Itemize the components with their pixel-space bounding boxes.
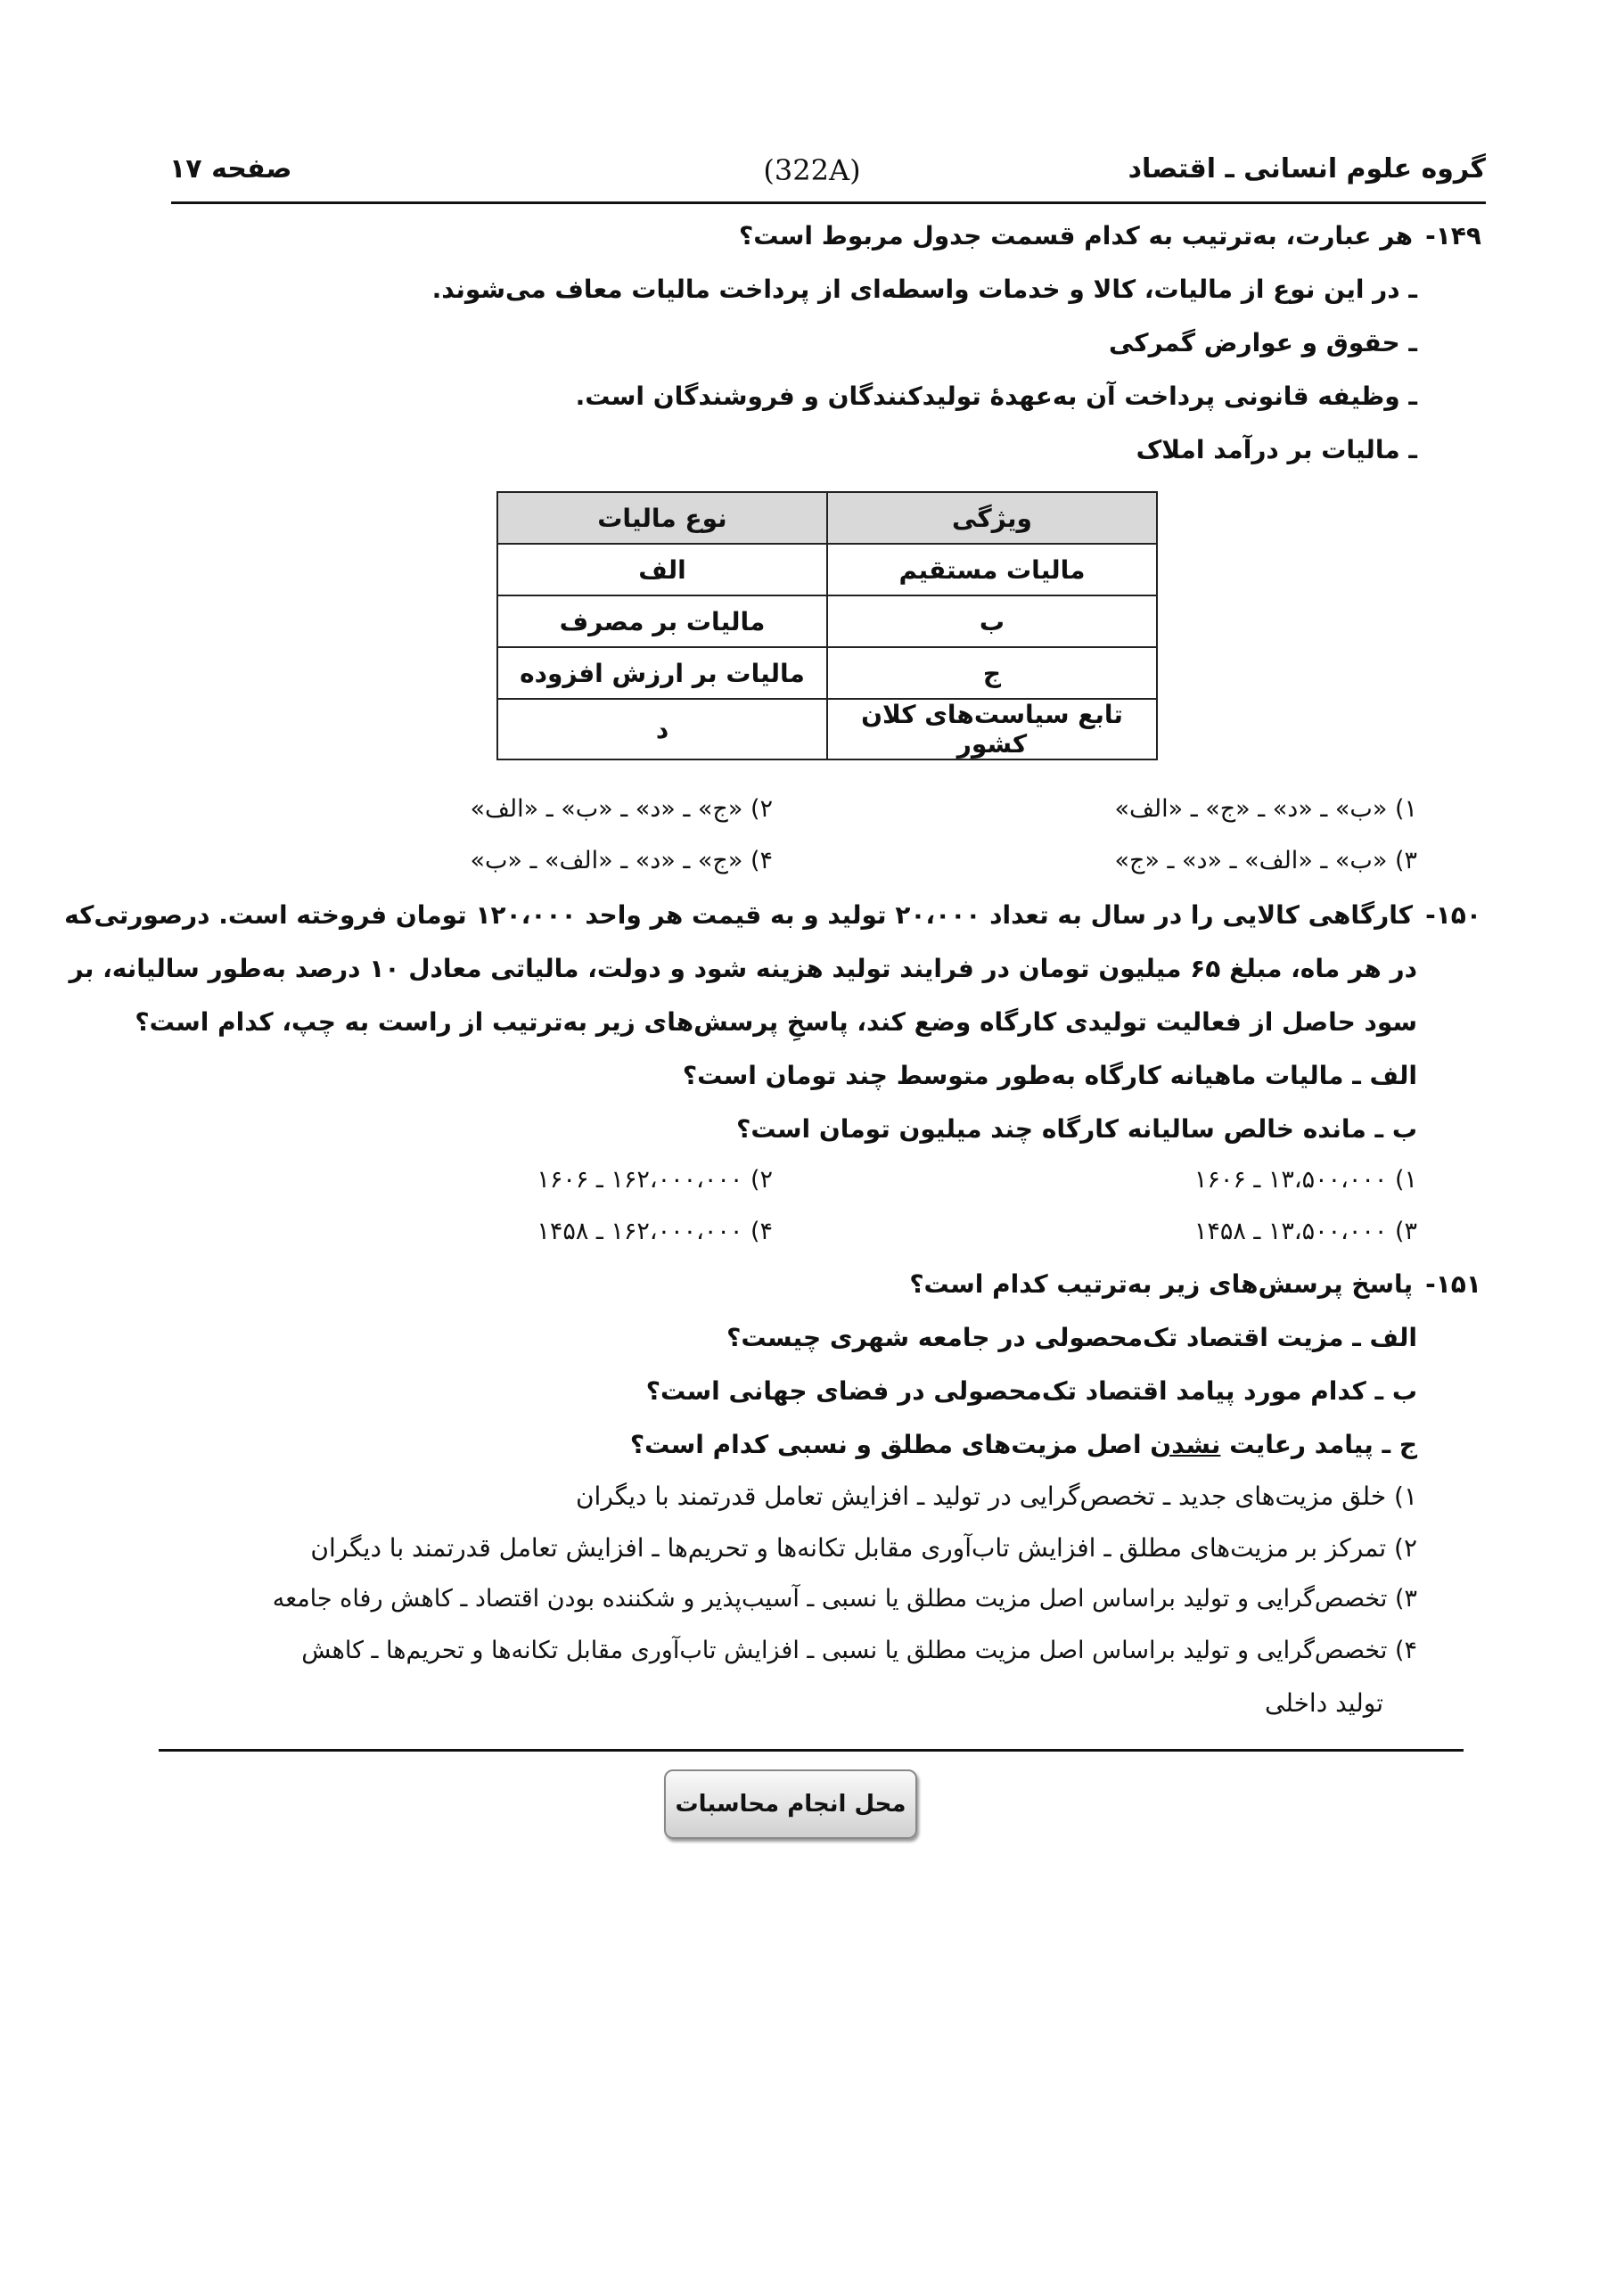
table-header-row: [497, 492, 1157, 544]
q149-option-2[interactable]: ۲) «ج» ـ «د» ـ «ب» ـ «الف»: [470, 795, 773, 823]
table-row: [497, 699, 1157, 759]
table-row: [497, 647, 1157, 699]
question-text: پاسخ پرسش‌های زیر به‌ترتیب کدام است؟: [909, 1269, 1414, 1299]
q150-option-4[interactable]: ۴) ۱۶۲،۰۰۰،۰۰۰ ـ ۱۴۵۸: [537, 1218, 773, 1245]
table-cell: ج: [827, 647, 1157, 699]
question-number: ۱۴۹-: [1425, 221, 1481, 250]
statement-4: ـ مالیات بر درآمد املاک: [1136, 435, 1417, 464]
q150-option-2[interactable]: ۲) ۱۶۲،۰۰۰،۰۰۰ ـ ۱۶۰۶: [537, 1166, 773, 1194]
sub-c-underlined-word: نشدن: [1150, 1430, 1221, 1459]
statement-3: ـ وظیفه قانونی پرداخت آن به‌عهدهٔ تولیدکنندگان و فروشندگان است.: [575, 382, 1417, 411]
q149-option-1[interactable]: ۱) «ب» ـ «د» ـ «ج» ـ «الف»: [1114, 795, 1417, 823]
table-cell: مالیات بر مصرف: [497, 595, 827, 647]
question-150-stem-line-1: [64, 900, 1481, 930]
q149-option-3[interactable]: ۳) «ب» ـ «الف» ـ «د» ـ «ج»: [1114, 847, 1417, 874]
table-header-cell: ویژگی: [827, 492, 1157, 544]
question-150-stem-line-2: در هر ماه، مبلغ ۶۵ میلیون تومان در فرایند تولید هزینه شود و دولت، مالیاتی معادل ۱۰ درصد به‌طور سالیانه، بر: [69, 954, 1417, 983]
header-rule: [171, 201, 1486, 204]
question-150-stem-line-3: سود حاصل از فعالیت تولیدی کارگاه وضع کند، پاسخِ پرسش‌های زیر به‌ترتیب از راست به چپ، کدام است؟: [135, 1007, 1417, 1037]
question-151-sub-c: [630, 1430, 1417, 1459]
table-row: [497, 595, 1157, 647]
sub-c-text: اصل مزیت‌های مطلق و نسبی کدام است؟: [629, 1430, 1151, 1459]
table-cell: ب: [827, 595, 1157, 647]
footer-rule: [159, 1749, 1464, 1752]
question-150-sub-b: ب ـ مانده خالص سالیانه کارگاه چند میلیون تومان است؟: [736, 1114, 1417, 1144]
table-cell: الف: [497, 544, 827, 595]
table-cell: مالیات بر ارزش افزوده: [497, 647, 827, 699]
q150-option-1[interactable]: ۱) ۱۳،۵۰۰،۰۰۰ ـ ۱۶۰۶: [1193, 1166, 1417, 1194]
subject-title: گروه علوم انسانی ـ اقتصاد: [1128, 153, 1486, 185]
tax-table: [496, 491, 1158, 760]
q150-option-3[interactable]: ۳) ۱۳،۵۰۰،۰۰۰ ـ ۱۴۵۸: [1193, 1218, 1417, 1245]
q151-option-1[interactable]: ۱) خلق مزیت‌های جدید ـ تخصص‌گرایی در تولید ـ افزایش تعامل قدرتمند با دیگران: [575, 1482, 1417, 1511]
table-cell: تابع سیاست‌های کلان کشور: [827, 699, 1157, 759]
question-text: کارگاهی کالایی را در سال به تعداد ۲۰،۰۰۰ تولید و به قیمت هر واحد ۱۲۰،۰۰۰ تومان فروخته است. درصورتی‌که: [64, 900, 1414, 930]
calculation-area-button[interactable]: محل انجام محاسبات: [664, 1769, 917, 1839]
q151-option-2[interactable]: ۲) تمرکز بر مزیت‌های مطلق ـ افزایش تاب‌آوری مقابل تکانه‌ها و تحریم‌ها ـ افزایش تعامل قدرتمند با دیگران: [310, 1533, 1417, 1563]
q151-option-4[interactable]: ۴) تخصص‌گرایی و تولید براساس اصل مزیت مطلق یا نسبی ـ افزایش تاب‌آوری مقابل تکانه‌ها و تحریم‌ها ـ کاهش: [301, 1637, 1417, 1664]
question-151-stem: [909, 1269, 1481, 1299]
statement-2: ـ حقوق و عوارض گمرکی: [1108, 328, 1417, 357]
question-text: هر عبارت، به‌ترتیب به کدام قسمت جدول مربوط است؟: [739, 221, 1414, 250]
q149-option-4[interactable]: ۴) «ج» ـ «د» ـ «الف» ـ «ب»: [470, 847, 773, 874]
table-header-cell: نوع مالیات: [497, 492, 827, 544]
question-number: ۱۵۱-: [1425, 1269, 1481, 1299]
question-150-sub-a: الف ـ مالیات ماهیانه کارگاه به‌طور متوسط چند تومان است؟: [682, 1061, 1417, 1090]
q151-option-4-continued: تولید داخلی: [1265, 1688, 1383, 1718]
question-149-stem: [739, 221, 1481, 250]
question-151-sub-b: ب ـ کدام مورد پیامد اقتصاد تک‌محصولی در فضای جهانی است؟: [645, 1376, 1417, 1406]
q151-option-3[interactable]: ۳) تخصص‌گرایی و تولید براساس اصل مزیت مطلق یا نسبی ـ آسیب‌پذیر و شکننده بودن اقتصاد ـ کاهش رفاه جامعه: [272, 1585, 1417, 1613]
statement-1: ـ در این نوع از مالیات، کالا و خدمات واسطه‌ای از پرداخت مالیات معاف می‌شوند.: [431, 275, 1417, 304]
booklet-code: (322A): [763, 153, 861, 187]
question-number: ۱۵۰-: [1425, 900, 1481, 930]
sub-c-text: ج ـ پیامد رعایت: [1220, 1430, 1417, 1459]
table-cell: مالیات مستقیم: [827, 544, 1157, 595]
question-151-sub-a: الف ـ مزیت اقتصاد تک‌محصولی در جامعه شهری چیست؟: [726, 1323, 1417, 1352]
table-row: [497, 544, 1157, 595]
page-number: صفحه ۱۷: [169, 153, 292, 185]
table-cell: د: [497, 699, 827, 759]
